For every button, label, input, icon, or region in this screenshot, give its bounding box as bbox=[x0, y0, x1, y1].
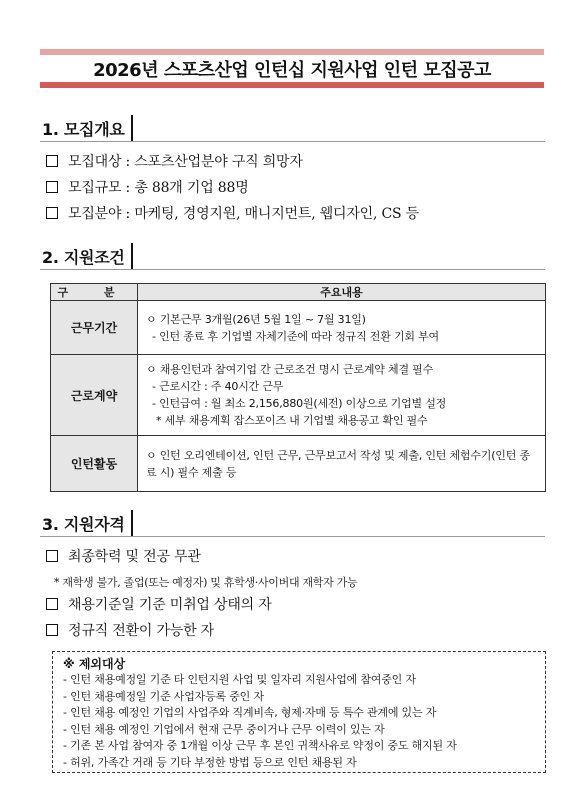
row-label: 인턴활동 bbox=[51, 436, 138, 492]
exclusion-line: - 인턴 채용예정일 기준 사업자등록 중인 자 bbox=[63, 689, 264, 703]
checkbox-icon bbox=[46, 181, 58, 193]
conditions-table bbox=[50, 283, 546, 492]
content-line: ㅇ 채용인턴과 참여기업 간 근로조건 명시 근로계약 체결 필수 bbox=[146, 363, 434, 376]
exclusion-line: - 인턴 채용 예정인 기업의 사업주와 직계비속, 형제·자매 등 특수 관계에 있는 자 bbox=[63, 706, 437, 719]
heading-bracket bbox=[131, 115, 133, 141]
row-content bbox=[138, 301, 546, 355]
content-line: - 인턴급여 : 월 최소 2,156,880원(세전) 이상으로 기업별 설정 bbox=[152, 397, 447, 410]
list-item: 모집규모 : 총 88개 기업 88명 bbox=[46, 177, 249, 197]
eligibility-note: * 재학생 불가, 졸업(또는 예정자) 및 휴학생·사이버대 재학자 가능 bbox=[54, 576, 358, 589]
section-heading-label: 3. 지원자격 bbox=[42, 515, 125, 534]
heading-bracket bbox=[131, 243, 133, 269]
table-row bbox=[51, 436, 546, 492]
table-header-cell: 구 분 bbox=[51, 284, 138, 301]
row-content bbox=[138, 355, 546, 436]
content-line: - 인턴 종료 후 기업별 자체기준에 따라 정규직 전환 기회 부여 bbox=[152, 329, 439, 343]
section-divider bbox=[40, 141, 545, 142]
row-label: 근로계약 bbox=[51, 355, 138, 436]
table-row bbox=[51, 301, 546, 355]
table-header-row bbox=[51, 284, 546, 301]
list-item: 모집대상 : 스포츠산업분야 구직 희망자 bbox=[46, 151, 303, 171]
title-banner bbox=[40, 49, 544, 88]
exclusion-line: - 허위, 가족간 거래 등 기타 부정한 방법 등으로 인턴 채용된 자 bbox=[63, 755, 357, 769]
row-content bbox=[138, 436, 546, 492]
exclusion-box bbox=[52, 651, 546, 773]
checkbox-icon bbox=[46, 207, 58, 219]
section-divider bbox=[40, 269, 545, 270]
list-item: 모집분야 : 마케팅, 경영지원, 매니지먼트, 웹디자인, CS 등 bbox=[46, 203, 419, 223]
checkbox-icon bbox=[46, 624, 58, 636]
table-row bbox=[51, 355, 546, 436]
content-line: - 근로시간 : 주 40시간 근무 bbox=[152, 380, 284, 393]
exclusion-line: - 기존 본 사업 참여자 중 1개월 이상 근무 후 본인 귀책사유로 약정이 중도 해지된 자 bbox=[63, 739, 457, 752]
exclusion-line: - 인턴 채용예정일 기준 타 인턴지원 사업 및 일자리 지원사업에 참여중인 자 bbox=[63, 673, 416, 686]
section-heading-eligibility bbox=[40, 512, 129, 535]
list-item: 정규직 전환이 가능한 자 bbox=[46, 620, 214, 640]
page-title: 2026년 스포츠산업 인턴십 지원사업 인턴 모집공고 bbox=[93, 59, 491, 81]
exclusion-line: - 인턴 채용 예정인 기업에서 현재 근무 중이거나 근무 이력이 있는 자 bbox=[63, 722, 385, 736]
row-label: 근무기간 bbox=[51, 301, 138, 355]
content-line: ㅇ 인턴 오리엔테이션, 인턴 근무, 근무보고서 작성 및 제출, 인턴 체험수기(인턴 종료 시) 필수 제출 등 bbox=[146, 448, 530, 479]
checkbox-icon bbox=[46, 598, 58, 610]
section-divider bbox=[40, 536, 545, 537]
content-line: * 세부 채용계획 잡스포이즈 내 기업별 채용공고 확인 필수 bbox=[156, 414, 428, 427]
exclusion-title: ※ 제외대상 bbox=[63, 657, 126, 671]
section-heading-conditions bbox=[40, 245, 129, 268]
heading-bracket bbox=[131, 510, 133, 536]
section-heading-overview bbox=[40, 117, 129, 140]
section-heading-label: 2. 지원조건 bbox=[42, 248, 125, 267]
section-heading-label: 1. 모집개요 bbox=[42, 120, 125, 139]
list-item: 채용기준일 기준 미취업 상태의 자 bbox=[46, 594, 272, 614]
checkbox-icon bbox=[46, 550, 58, 562]
checkbox-icon bbox=[46, 155, 58, 167]
table-header-cell: 주요내용 bbox=[138, 284, 546, 301]
list-item: 최종학력 및 전공 무관 bbox=[46, 546, 201, 566]
content-line: ㅇ 기본근무 3개월(26년 5월 1일 ~ 7월 31일) bbox=[146, 312, 366, 326]
